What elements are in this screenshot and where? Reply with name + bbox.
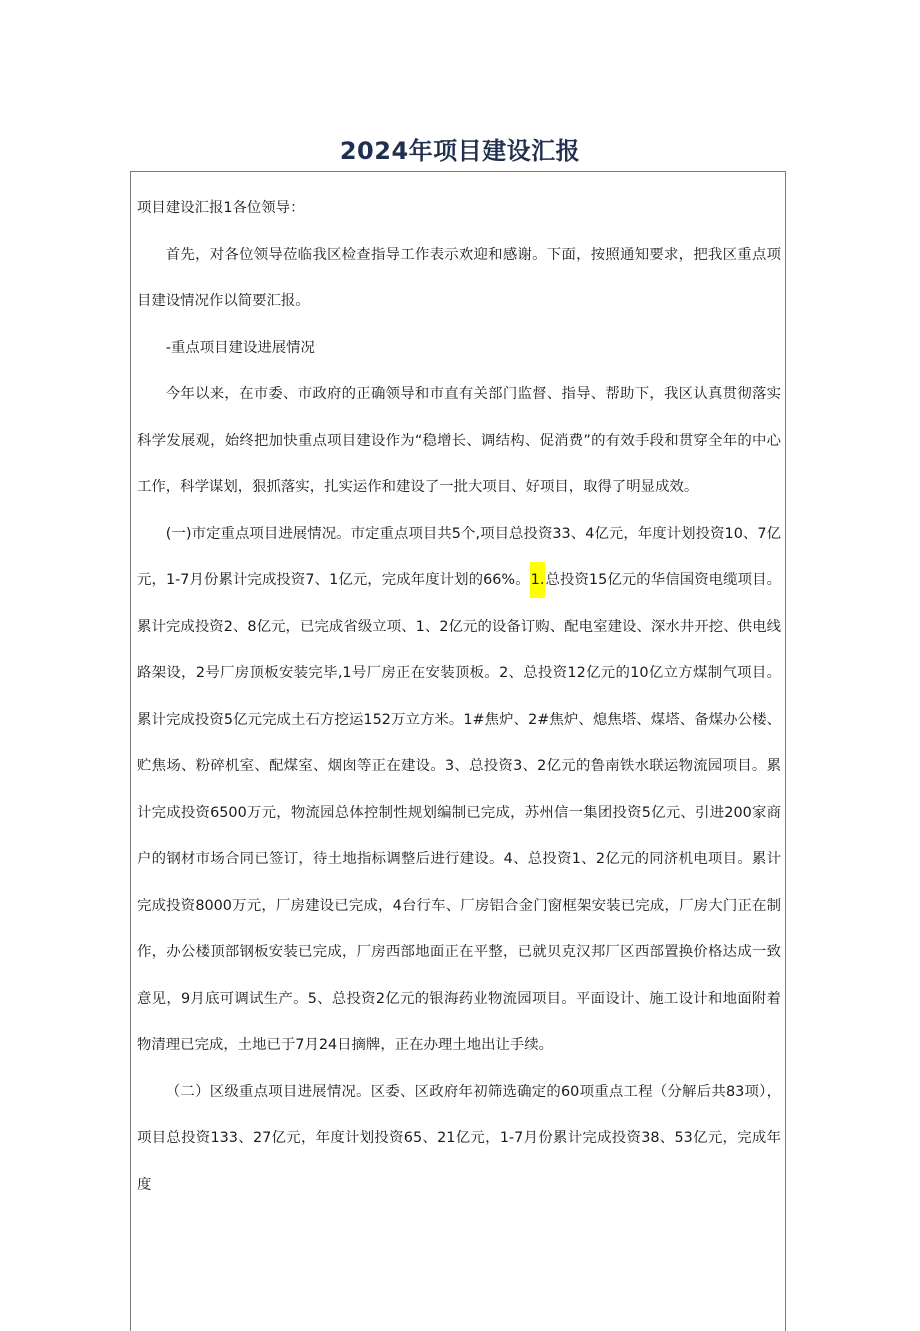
- highlighted-list-number: 1.: [530, 562, 546, 598]
- city-projects-paragraph: [137, 511, 781, 1069]
- document-title: 2024年项目建设汇报: [339, 137, 581, 166]
- section-heading: -重点项目建设进展情况: [165, 339, 315, 356]
- opening-paragraph: 首先，对各位领导莅临我区检查指导工作表示欢迎和感谢。下面，按照通知要求，把我区重点项目建设情况作以简要汇报。: [137, 246, 781, 309]
- city-projects-intro: (一)市定重点项目进展情况。市定重点项目共5个,项目总投资33、4亿元，年度计划投资10、7亿元，1-7月份累计完成投资7、1亿元，完成年度计划的66%。: [137, 525, 781, 588]
- document-body: [137, 185, 781, 1208]
- district-projects-paragraph: （二）区级重点项目进展情况。区委、区政府年初筛选确定的60项重点工程（分解后共83项），项目总投资133、27亿元，年度计划投资65、21亿元，1-7月份累计完成投资38、53亿元，完成年度: [137, 1083, 781, 1193]
- city-projects-detail: 总投资15亿元的华信国资电缆项目。累计完成投资2、8亿元，已完成省级立项、1、2亿元的设备订购、配电室建设、深水井开挖、供电线路架设，2号厂房顶板安装完毕,1号厂房正在安装顶板。2、总投资12亿元的10亿立方煤制气项目。累计完成投资5亿元完成土石方挖运152万立方米。1#焦炉、2#焦炉、熄焦塔、煤塔、备煤办公楼、贮焦场、粉碎机室、配煤室、烟囱等正在建设。3、总投资3、2亿元的鲁南铁水联运物流园项目。累计完成投资6500万元，物流园总体控制性规划编制已完成，苏州信一集团投资5亿元、引进200家商户的钢材市场合同已签订，待土地指标调整后进行建设。4、总投资1、2亿元的同济机电项目。累计完成投资8000万元，厂房建设已完成，4台行车、厂房铝合金门窗框架安装已完成，厂房大门正在制作，办公楼顶部钢板安装已完成，厂房西部地面正在平整，已就贝克汉邦厂区西部置换价格达成一致意见，9月底可调试生产。5、总投资2亿元的银海药业物流园项目。平面设计、施工设计和地面附着物清理已完成，土地已于7月24日摘牌，正在办理土地出让手续。: [137, 572, 781, 1053]
- salutation-paragraph: 项目建设汇报1各位领导：: [137, 200, 305, 216]
- overview-paragraph: 今年以来，在市委、市政府的正确领导和市直有关部门监督、指导、帮助下，我区认真贯彻落实科学发展观，始终把加快重点项目建设作为“稳增长、调结构、促消费”的有效手段和贯穿全年的中心工作，科学谋划，狠抓落实，扎实运作和建设了一批大项目、好项目，取得了明显成效。: [137, 386, 781, 495]
